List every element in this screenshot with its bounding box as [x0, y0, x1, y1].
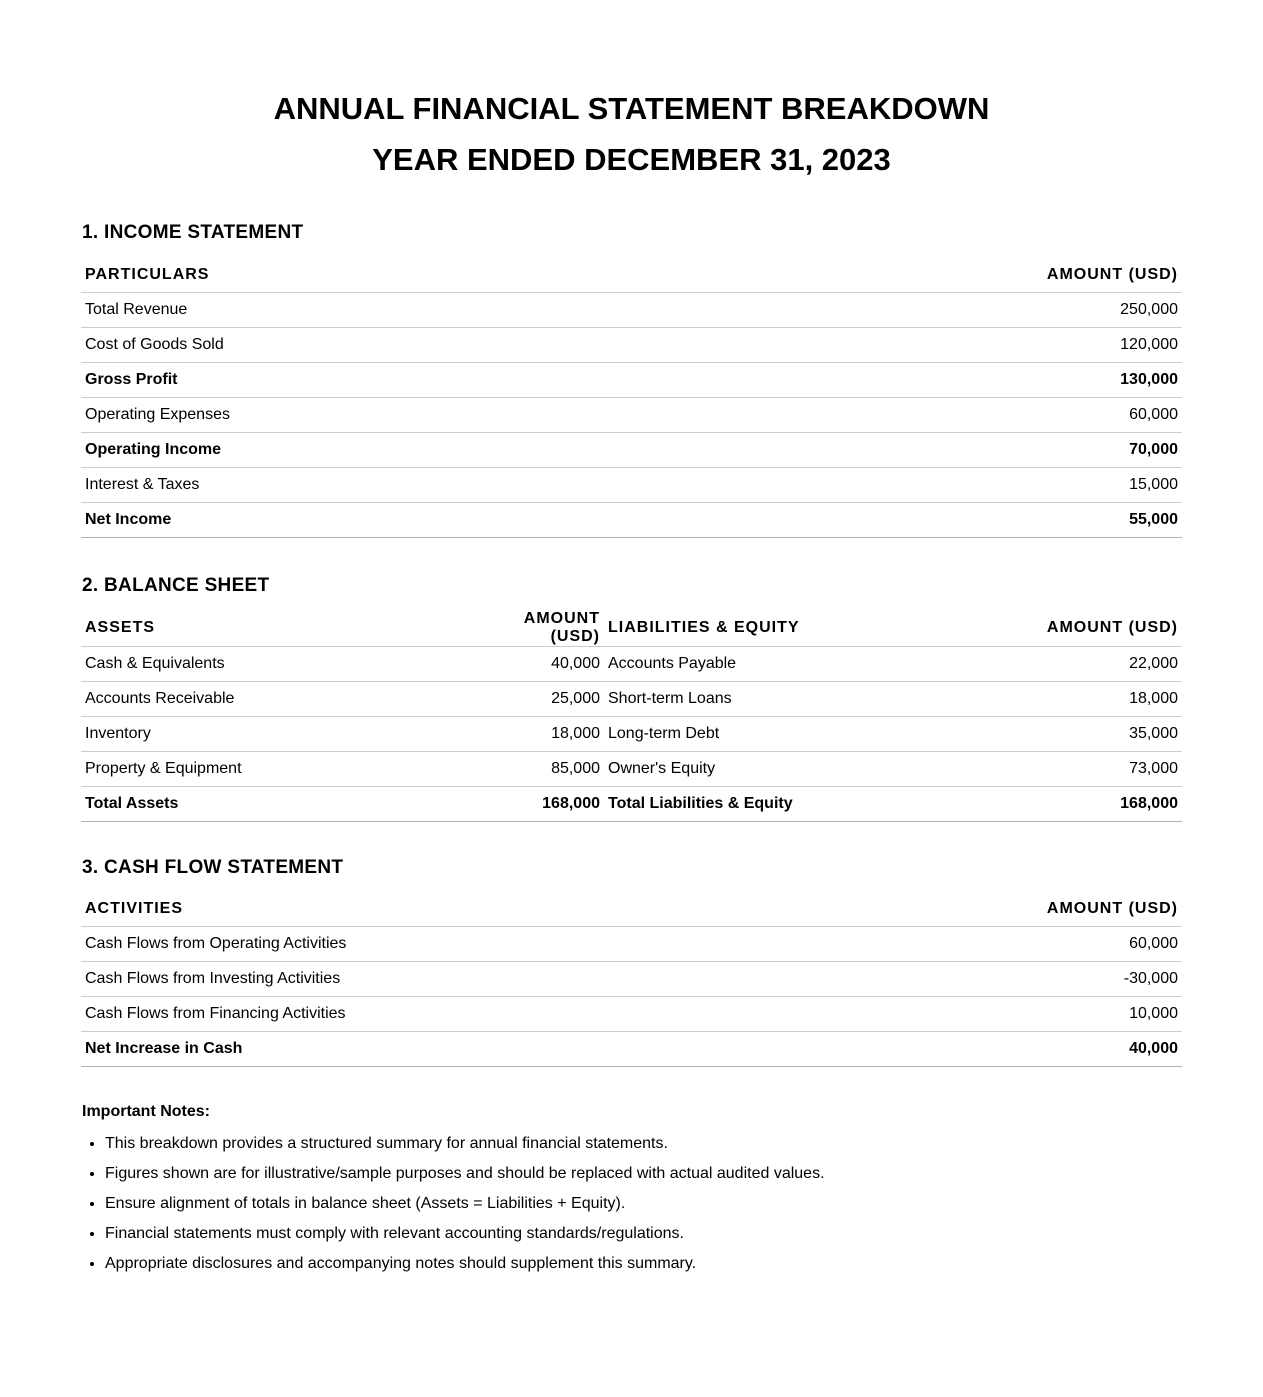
row-amount: 60,000 — [807, 927, 1182, 962]
cash-flow-table — [81, 892, 1182, 1067]
row-label: Net Increase in Cash — [81, 1032, 807, 1067]
liability-label: Owner's Equity — [604, 752, 904, 787]
row-label: Gross Profit — [81, 363, 658, 398]
row-label: Operating Income — [81, 433, 658, 468]
balance-sheet-table — [81, 610, 1182, 822]
row-label: Cash Flows from Financing Activities — [81, 997, 807, 1032]
list-item: • Ensure alignment of totals in balance sheet (Assets = Liabilities + Equity). — [105, 1194, 1185, 1214]
table-row — [81, 717, 1182, 752]
liability-label: Short-term Loans — [604, 682, 904, 717]
column-header-liabilities-amount: AMOUNT (USD) — [904, 610, 1182, 647]
liability-amount: 35,000 — [904, 717, 1182, 752]
liability-label: Long-term Debt — [604, 717, 904, 752]
row-amount: 70,000 — [658, 433, 1182, 468]
table-row — [81, 363, 1182, 398]
asset-label: Cash & Equivalents — [81, 647, 466, 682]
table-header-row — [81, 258, 1182, 293]
asset-label: Inventory — [81, 717, 466, 752]
notes-list — [82, 1134, 1185, 1284]
document-subtitle: YEAR ENDED DECEMBER 31, 2023 — [372, 142, 891, 177]
table-row-total — [81, 1032, 1182, 1067]
column-header-assets-amount: AMOUNT (USD) — [466, 610, 604, 647]
asset-label: Accounts Receivable — [81, 682, 466, 717]
row-amount: 10,000 — [807, 997, 1182, 1032]
row-amount: 250,000 — [658, 293, 1182, 328]
row-amount: 15,000 — [658, 468, 1182, 503]
table-row — [81, 328, 1182, 363]
liability-amount: 168,000 — [904, 787, 1182, 822]
liability-label: Accounts Payable — [604, 647, 904, 682]
liability-label: Total Liabilities & Equity — [604, 787, 904, 822]
asset-label: Total Assets — [81, 787, 466, 822]
list-item: • This breakdown provides a structured summary for annual financial statements. — [105, 1134, 1185, 1154]
liability-amount: 22,000 — [904, 647, 1182, 682]
notes-heading: Important Notes: — [82, 1103, 210, 1120]
list-item: • Financial statements must comply with relevant accounting standards/regulations. — [105, 1224, 1185, 1244]
row-label: Total Revenue — [81, 293, 658, 328]
table-row-total — [81, 503, 1182, 538]
table-row — [81, 647, 1182, 682]
row-amount: 60,000 — [658, 398, 1182, 433]
table-row — [81, 962, 1182, 997]
row-label: Interest & Taxes — [81, 468, 658, 503]
table-row — [81, 433, 1182, 468]
table-row — [81, 682, 1182, 717]
table-header-row — [81, 610, 1182, 647]
asset-amount: 40,000 — [466, 647, 604, 682]
column-header-liabilities: LIABILITIES & EQUITY — [604, 610, 904, 647]
list-item: • Figures shown are for illustrative/sample purposes and should be replaced with actual audited values. — [105, 1164, 1185, 1184]
asset-amount: 85,000 — [466, 752, 604, 787]
row-amount: 120,000 — [658, 328, 1182, 363]
income-statement-table — [81, 258, 1182, 538]
table-row — [81, 927, 1182, 962]
row-amount: -30,000 — [807, 962, 1182, 997]
column-header-activities: ACTIVITIES — [81, 892, 807, 927]
row-label: Cash Flows from Operating Activities — [81, 927, 807, 962]
column-header-amount: AMOUNT (USD) — [807, 892, 1182, 927]
column-header-particulars: PARTICULARS — [81, 258, 658, 293]
list-item: • Appropriate disclosures and accompanying notes should supplement this summary. — [105, 1254, 1185, 1274]
row-label: Cost of Goods Sold — [81, 328, 658, 363]
row-amount: 55,000 — [658, 503, 1182, 538]
table-row — [81, 752, 1182, 787]
table-header-row — [81, 892, 1182, 927]
document-title: ANNUAL FINANCIAL STATEMENT BREAKDOWN — [273, 91, 990, 126]
column-header-amount: AMOUNT (USD) — [658, 258, 1182, 293]
column-header-assets: ASSETS — [81, 610, 466, 647]
asset-amount: 18,000 — [466, 717, 604, 752]
row-label: Cash Flows from Investing Activities — [81, 962, 807, 997]
cash-flow-heading: 3. CASH FLOW STATEMENT — [82, 857, 344, 878]
table-row — [81, 398, 1182, 433]
table-row-total — [81, 787, 1182, 822]
row-label: Net Income — [81, 503, 658, 538]
asset-amount: 168,000 — [466, 787, 604, 822]
asset-label: Property & Equipment — [81, 752, 466, 787]
income-statement-heading: 1. INCOME STATEMENT — [82, 222, 304, 243]
table-row — [81, 468, 1182, 503]
asset-amount: 25,000 — [466, 682, 604, 717]
row-label: Operating Expenses — [81, 398, 658, 433]
balance-sheet-heading: 2. BALANCE SHEET — [82, 575, 270, 596]
liability-amount: 18,000 — [904, 682, 1182, 717]
liability-amount: 73,000 — [904, 752, 1182, 787]
table-row — [81, 997, 1182, 1032]
row-amount: 130,000 — [658, 363, 1182, 398]
table-row — [81, 293, 1182, 328]
row-amount: 40,000 — [807, 1032, 1182, 1067]
